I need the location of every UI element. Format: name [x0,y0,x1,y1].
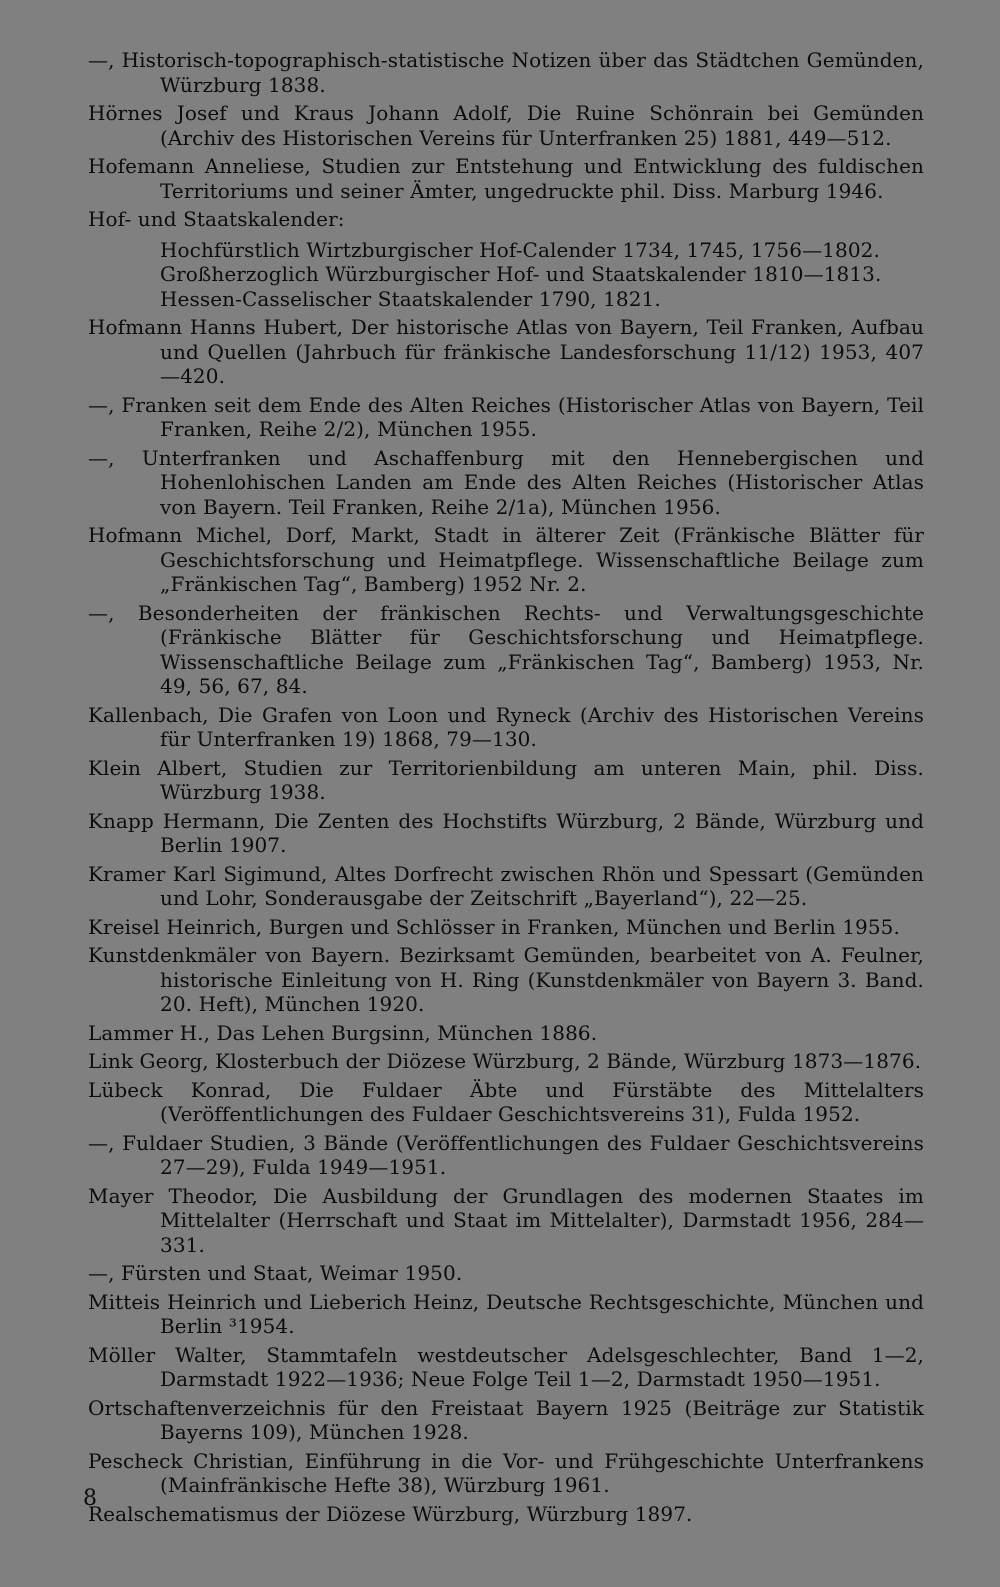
bibliography-entry: Lübeck Konrad, Die Fuldaer Äbte und Fürstäbte des Mittelalters (Veröffentlichungen des Fuldaer Geschichtsvereins 31), Fulda 1952. [88,1077,924,1126]
bibliography-entry: —, Fuldaer Studien, 3 Bände (Veröffentlichungen des Fuldaer Geschichtsvereins 27—29), Fulda 1949—1951. [88,1130,924,1179]
bibliography-entry: Hofmann Hanns Hubert, Der historische Atlas von Bayern, Teil Franken, Aufbau und Quellen (Jahrbuch für fränkische Landesforschung 11/12) 1953, 407—420. [88,315,924,388]
bibliography-entry: Hofemann Anneliese, Studien zur Entstehung und Entwicklung des fuldischen Territoriums und seiner Ämter, ungedruckte phil. Diss. Marburg 1946. [88,154,924,203]
bibliography-entry: Mitteis Heinrich und Lieberich Heinz, Deutsche Rechtsgeschichte, München und Berlin ³1954. [88,1289,924,1338]
bibliography-page [88,48,924,1530]
bibliography-entry: Link Georg, Klosterbuch der Diözese Würzburg, 2 Bände, Würzburg 1873—1876. [88,1049,922,1073]
bibliography-entry: —, Unterfranken und Aschaffenburg mit den Hennebergischen und Hohenlohischen Landen am Ende des Alten Reiches (Historischer Atlas von Bayern. Teil Franken, Reihe 2/1a), München 1956. [88,445,924,519]
bibliography-entry: Knapp Hermann, Die Zenten des Hochstifts Würzburg, 2 Bände, Würzburg und Berlin 1907. [88,808,924,857]
bibliography-subentry: Großherzoglich Würzburgischer Hof- und Staatskalender 1810—1813. [160,262,882,286]
page-number: 8 [83,1486,97,1511]
bibliography-entry: Kunstdenkmäler von Bayern. Bezirksamt Gemünden, bearbeitet von A. Feulner, historische Einleitung von H. Ring (Kunstdenkmäler von Bayern 3. Band. 20. Heft), München 1920. [88,943,924,1016]
bibliography-entry: Mayer Theodor, Die Ausbildung der Grundlagen des modernen Staates im Mittelalter (Herrschaft und Staat im Mittelalter), Darmstadt 1956, 284—331. [88,1183,924,1257]
bibliography-entry: —, Besonderheiten der fränkischen Rechts- und Verwaltungsgeschichte (Fränkische Blätter für Geschichtsforschung und Heimatpflege. Wissenschaftliche Beilage zum „Fränkischen Tag“, Bamberg) 1953, Nr. 49, 56, 67, 84. [88,600,924,698]
bibliography-entry: —, Historisch-topographisch-statistische Notizen über das Städtchen Gemünden, Würzburg 1838. [88,48,924,97]
bibliography-entry: Ortschaftenverzeichnis für den Freistaat Bayern 1925 (Beiträge zur Statistik Bayerns 109), München 1928. [88,1395,924,1444]
bibliography-entry: Lammer H., Das Lehen Burgsinn, München 1886. [88,1020,598,1045]
bibliography-entry: Hörnes Josef und Kraus Johann Adolf, Die Ruine Schönrain bei Gemünden (Archiv des Historischen Vereins für Unterfranken 25) 1881, 449—512. [88,101,924,150]
bibliography-entry: —, Franken seit dem Ende des Alten Reiches (Historischer Atlas von Bayern, Teil Franken, Reihe 2/2), München 1955. [88,392,924,441]
bibliography-entry: —, Fürsten und Staat, Weimar 1950. [88,1261,463,1285]
bibliography-entry: Kreisel Heinrich, Burgen und Schlösser in Franken, München und Berlin 1955. [88,914,900,939]
bibliography-subentry: Hessen-Casselischer Staatskalender 1790, 1821. [160,286,661,311]
bibliography-subentry: Hochfürstlich Wirtzburgischer Hof-Calender 1734, 1745, 1756—1802. [160,237,880,262]
bibliography-entry: Klein Albert, Studien zur Territorienbildung am unteren Main, phil. Diss. Würzburg 1938. [88,755,924,804]
bibliography-entry: Hofmann Michel, Dorf, Markt, Stadt in älterer Zeit (Fränkische Blätter für Geschichtsforschung und Heimatpflege. Wissenschaftliche Beilage zum „Fränkischen Tag“, Bamberg) 1952 Nr. 2. [88,523,924,596]
bibliography-entry: Kramer Karl Sigimund, Altes Dorfrecht zwischen Rhön und Spessart (Gemünden und Lohr, Sonderausgabe der Zeitschrift „Bayerland“), 22—25. [88,861,924,910]
bibliography-entry: Möller Walter, Stammtafeln westdeutscher Adelsgeschlechter, Band 1—2, Darmstadt 1922—1936; Neue Folge Teil 1—2, Darmstadt 1950—1951. [88,1342,924,1391]
bibliography-entry: Pescheck Christian, Einführung in die Vor- und Frühgeschichte Unterfrankens (Mainfränkische Hefte 38), Würzburg 1961. [88,1448,924,1497]
bibliography-entry: Realschematismus der Diözese Würzburg, Würzburg 1897. [88,1501,693,1526]
bibliography-entry: Kallenbach, Die Grafen von Loon und Ryneck (Archiv des Historischen Vereins für Unterfranken 19) 1868, 79—130. [88,702,924,751]
bibliography-entry: Hof- und Staatskalender: [88,207,345,231]
